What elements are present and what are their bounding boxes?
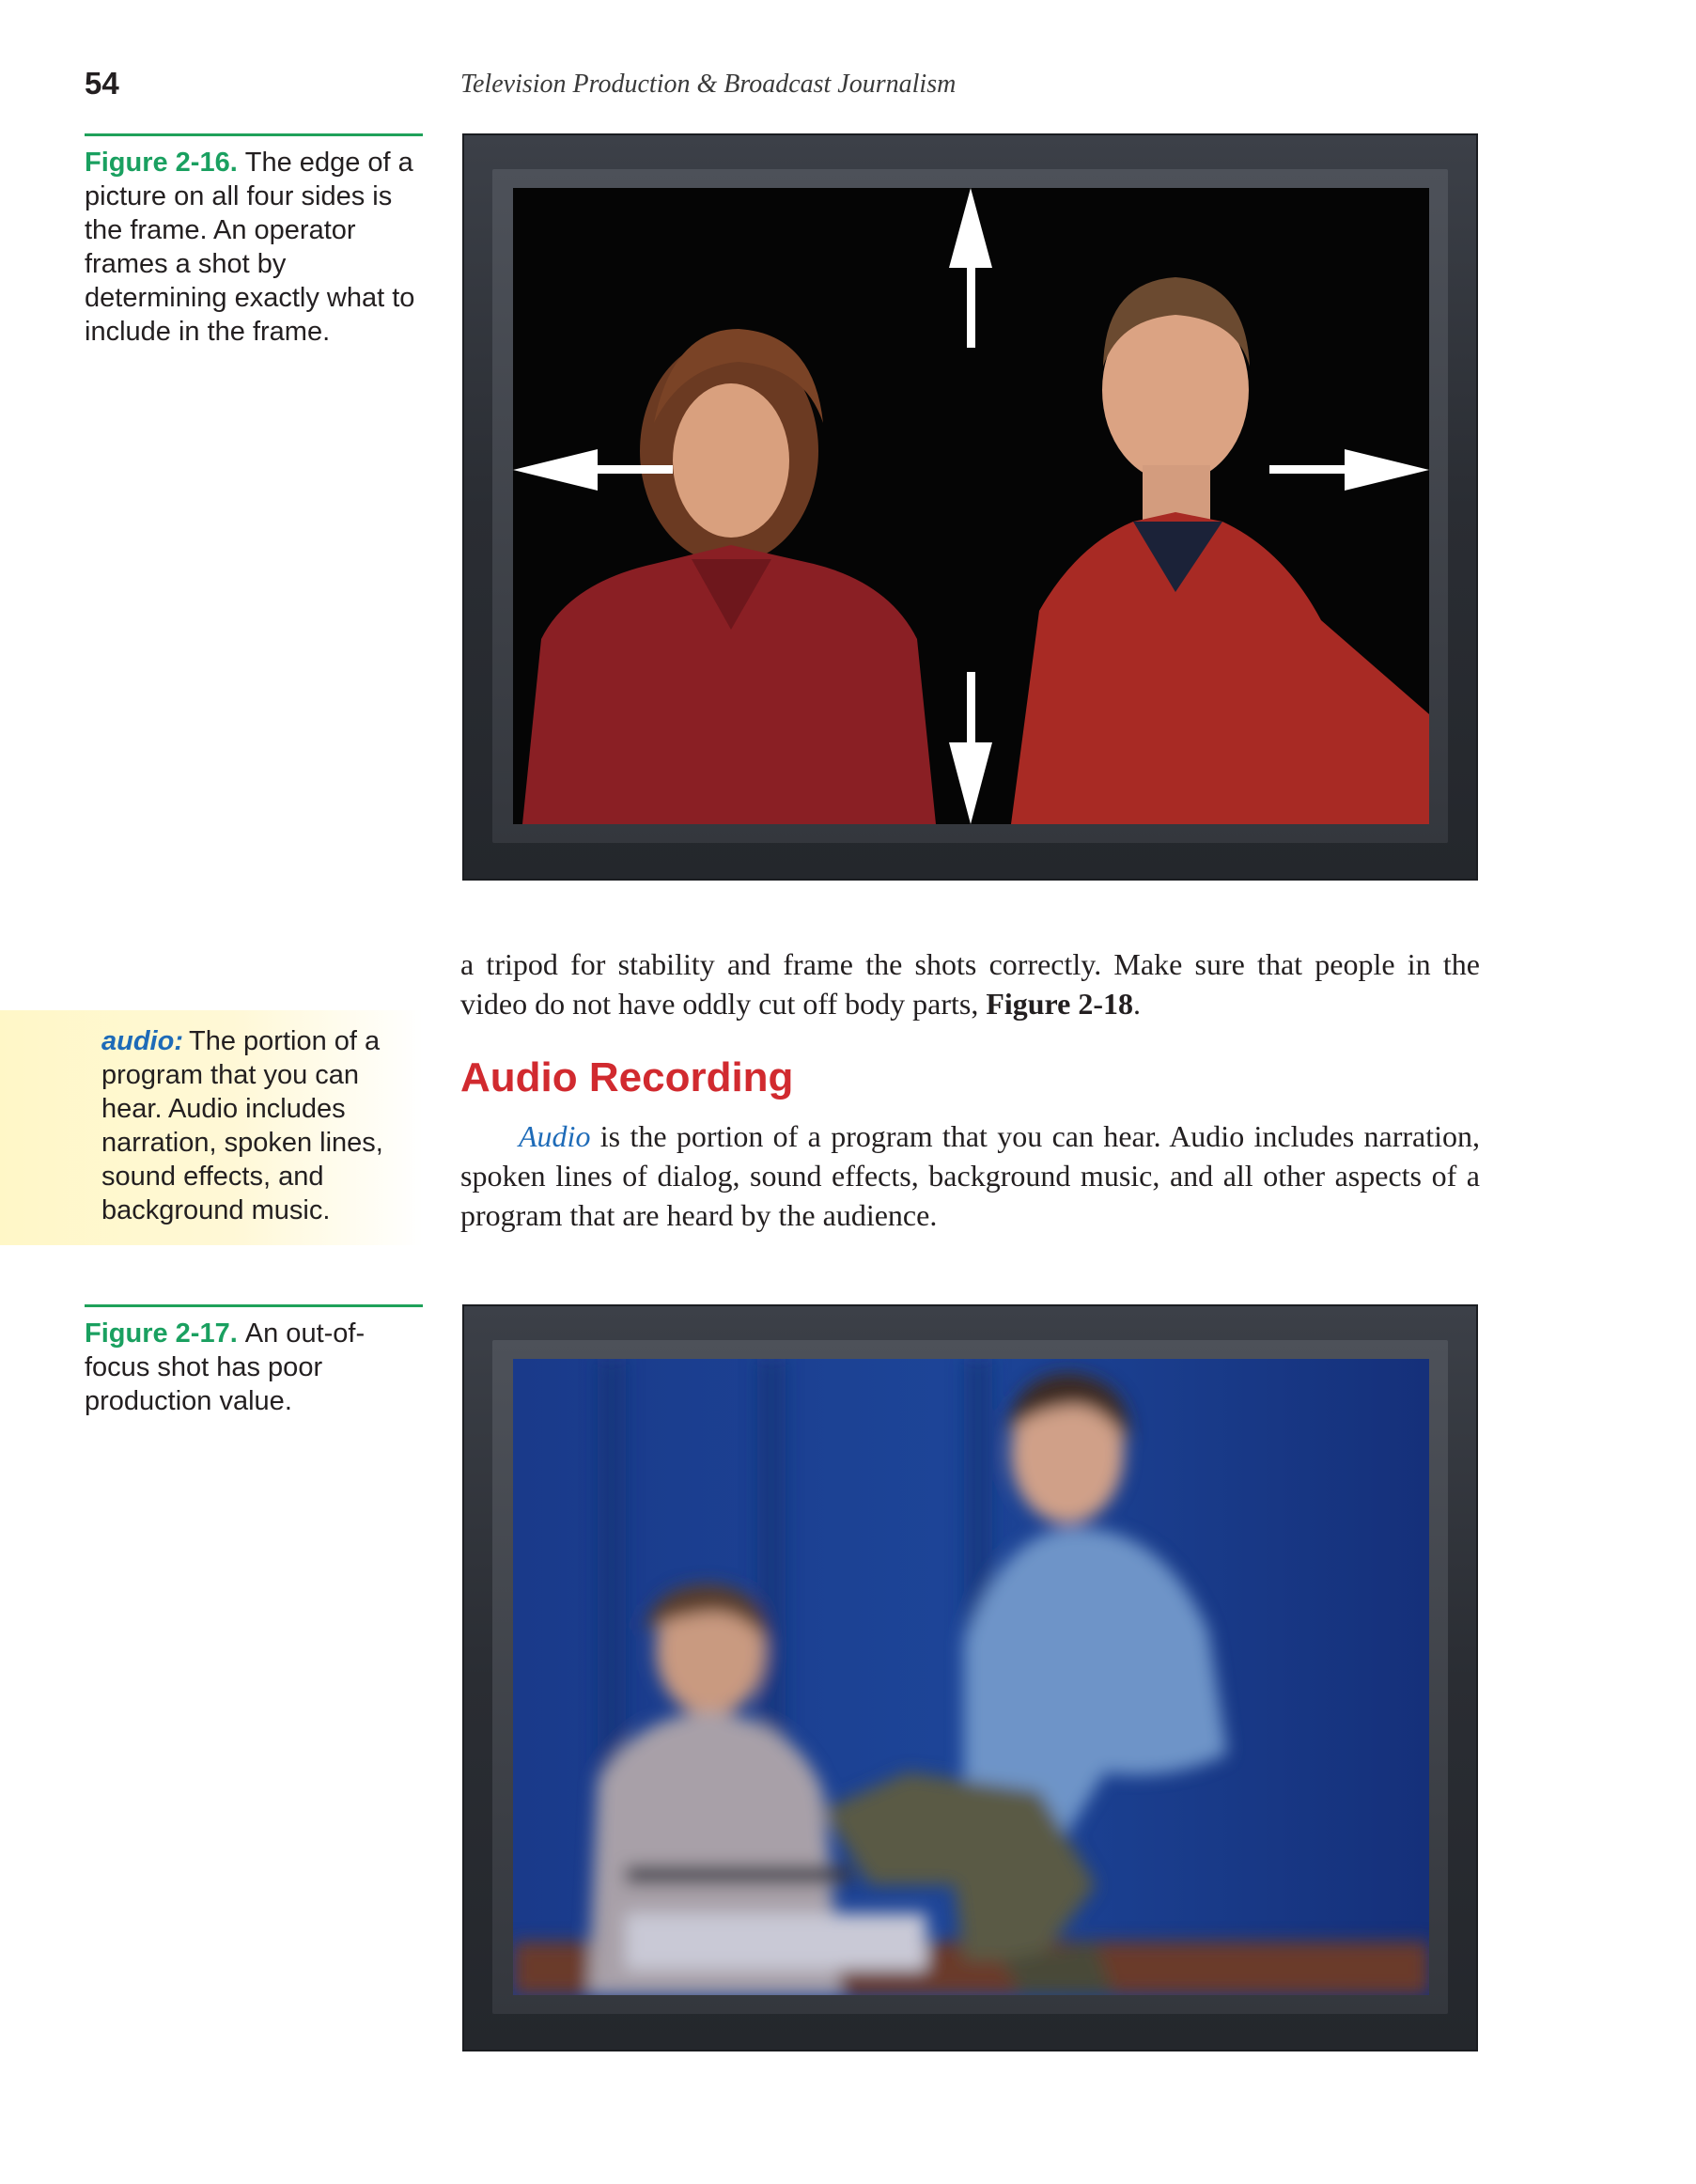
figure-reference: Figure 2-18 bbox=[986, 987, 1134, 1021]
body-paragraph-audio bbox=[460, 1116, 1480, 1235]
glossary-term: audio: bbox=[101, 1026, 183, 1056]
figure-caption-2-17 bbox=[85, 1304, 423, 1418]
caption-text: The edge of a picture on all four sides is the frame. An operator frames a shot by determining exactly what to include in the frame. bbox=[85, 148, 415, 347]
page-number: 54 bbox=[85, 66, 119, 101]
tv-screen bbox=[513, 188, 1429, 824]
figure-2-16-image bbox=[462, 133, 1478, 881]
key-term: Audio bbox=[519, 1119, 591, 1153]
period: . bbox=[1133, 987, 1142, 1021]
running-title: Television Production & Broadcast Journalism bbox=[460, 70, 957, 99]
section-heading: Audio Recording bbox=[460, 1054, 794, 1100]
frame-photo bbox=[513, 188, 1429, 824]
paragraph-text: is the portion of a program that you can hear. Audio includes narration, spoken lines of dialog, sound effects, background music, and all other aspects of a program that are heard by the audience. bbox=[460, 1119, 1481, 1232]
glossary-definition bbox=[101, 1024, 412, 1227]
figure-caption-2-16 bbox=[85, 133, 423, 349]
figure-label: Figure 2-17. bbox=[85, 1318, 238, 1349]
body-paragraph bbox=[460, 944, 1480, 1023]
out-of-focus-photo bbox=[513, 1359, 1429, 1995]
tv-screen bbox=[513, 1359, 1429, 1995]
paragraph-text: a tripod for stability and frame the shots correctly. Make sure that people in the video do not have oddly cut off body parts, bbox=[460, 947, 1480, 1021]
caption-text: An out-of-focus shot has poor production value. bbox=[85, 1318, 366, 1416]
figure-label: Figure 2-16. bbox=[85, 148, 238, 178]
glossary-text: The portion of a program that you can hear. Audio includes narration, spoken lines, sound effects, and background music. bbox=[101, 1026, 383, 1225]
figure-2-17-image bbox=[462, 1304, 1478, 2051]
